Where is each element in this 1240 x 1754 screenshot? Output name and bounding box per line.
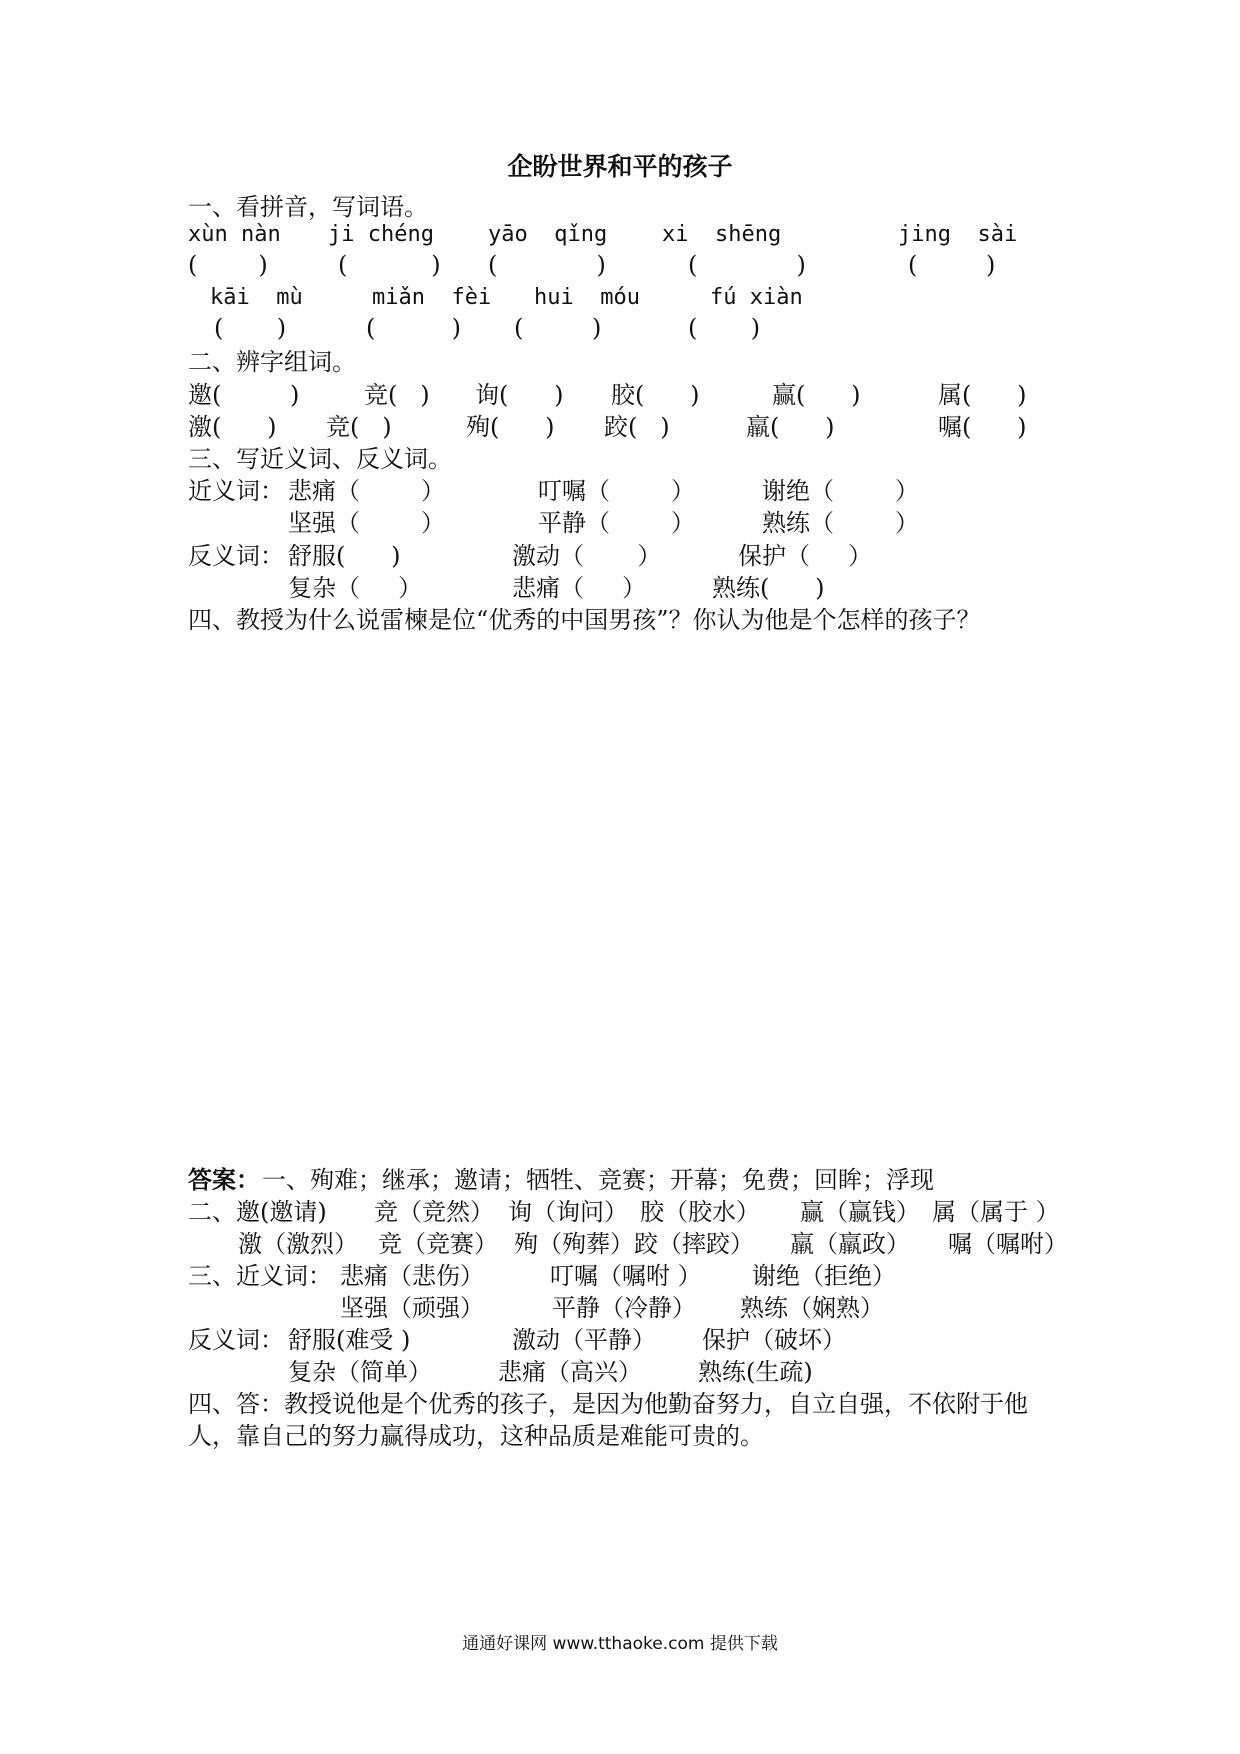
pinyin: hui móu: [534, 285, 640, 310]
pinyin: miǎn fèi: [372, 285, 492, 310]
answers-row-3: [0, 1228, 1240, 1260]
download-footer: 通通好课网 www.tthaoke.com 提供下载: [462, 1634, 778, 1654]
word-item: 赢( ): [772, 381, 861, 409]
word-item: 跤( ): [604, 413, 670, 441]
word-item: 竞( ): [364, 381, 430, 409]
word-item: 羸( ): [746, 413, 835, 441]
answer-item: 胶（胶水）: [640, 1198, 760, 1226]
answer-blank: ( ): [188, 251, 268, 279]
answer-item: 激动（平静）: [512, 1326, 656, 1354]
word-item: 询( ): [475, 381, 564, 409]
answer-item: 平静（冷静）: [552, 1294, 696, 1322]
q1-blank-row-2: [0, 312, 1240, 344]
q1-pinyin-row-1: [0, 219, 1240, 251]
answer-blank: ( ): [488, 251, 606, 279]
q3-synonym-row-2: [0, 507, 1240, 539]
answer-item: 属（属于 ）: [932, 1198, 1060, 1226]
word-item: 熟练（ ）: [762, 509, 920, 537]
pinyin: xùn nàn: [188, 222, 281, 247]
answer-item: 殉（殉葬）跤（摔跤）: [514, 1230, 754, 1258]
pinyin: kāi mù: [210, 285, 303, 310]
answers-label: 答案：: [188, 1165, 260, 1194]
answers-row-6: 反义词： 舒服(难受 ) 激动（平静） 保护（破坏）: [188, 1326, 846, 1354]
q1-heading: 一、看拼音，写词语。: [188, 193, 428, 221]
pinyin: fú xiàn: [710, 285, 803, 310]
answer-item: 嘱（嘱咐）: [948, 1230, 1068, 1258]
answer-blank: ( ): [908, 251, 996, 279]
answer-item: 熟练（娴熟）: [740, 1294, 884, 1322]
answers-row-2: 二、 邀(邀请) 竞（竞然） 询（询问） 胶（胶水） 赢（赢钱） 属（属于 ）: [188, 1198, 1060, 1226]
answer-item: 坚强（顽强）: [340, 1294, 484, 1322]
q3-synonym-row-1: [0, 475, 1240, 507]
word-item: 悲痛（ ）: [512, 574, 647, 602]
word-item: 激动（ ）: [512, 542, 662, 570]
word-item: 坚强（ ）: [288, 509, 446, 537]
answers-row-7: [0, 1356, 1240, 1388]
answer-blank: ( ): [366, 314, 462, 342]
q1-blank-row-1: [0, 249, 1240, 281]
q3-antonym-row-1: [0, 540, 1240, 572]
q2-heading: 二、辨字组词。: [188, 348, 356, 376]
answer-blank: ( ): [338, 251, 441, 279]
answer-item: 保护（破坏）: [702, 1326, 846, 1354]
q3-heading: 三、写近义词、反义词。: [188, 445, 452, 473]
word-item: 谢绝（ ）: [762, 477, 920, 505]
answers-q4-line-2: 人，靠自己的努力赢得成功，这种品质是难能可贵的。: [188, 1422, 764, 1450]
word-item: 邀( ): [188, 381, 300, 409]
synonym-label: 近义词：: [188, 477, 284, 505]
answer-item: 羸（羸政）: [790, 1230, 910, 1258]
word-item: 属( ): [938, 381, 1027, 409]
answer-item: 谢绝（拒绝）: [752, 1262, 896, 1290]
answer-blank: ( ): [688, 314, 761, 342]
word-item: 舒服( ): [288, 542, 401, 570]
pinyin: xi shēng: [662, 222, 782, 247]
answer-blank: ( ): [514, 314, 602, 342]
answer-blank: ( ): [688, 251, 806, 279]
word-item: 殉( ): [466, 413, 555, 441]
answer-item: 询（询问）: [508, 1198, 628, 1226]
answers-row-5: [0, 1292, 1240, 1324]
pinyin: yāo qǐng: [488, 222, 608, 247]
answer-blank: ( ): [214, 314, 287, 342]
q2-row-1: [0, 379, 1240, 411]
answer-item: 激（激烈）: [238, 1230, 358, 1258]
answers-row-4: 三、近义词： 悲痛（悲伤） 叮嘱（嘱咐 ） 谢绝（拒绝）: [188, 1262, 896, 1290]
pinyin: ji chéng: [328, 222, 434, 247]
antonym-label: 反义词：: [188, 542, 284, 570]
word-item: 熟练( ): [712, 574, 825, 602]
word-item: 胶( ): [611, 381, 700, 409]
word-item: 悲痛（ ）: [288, 477, 446, 505]
answer-item: 竞（竞然）: [374, 1198, 494, 1226]
answer-item: 悲痛（悲伤）: [340, 1262, 484, 1290]
answer-item: 悲痛（高兴）: [498, 1358, 642, 1386]
word-item: 叮嘱（ ）: [538, 477, 696, 505]
word-item: 竞( ): [326, 413, 392, 441]
answer-item: 熟练(生疏): [698, 1358, 813, 1386]
q1-pinyin-row-2: [0, 282, 1240, 314]
pinyin: jing sài: [898, 222, 1018, 247]
word-item: 嘱( ): [938, 413, 1027, 441]
answer-item: 竞（竞赛）: [378, 1230, 498, 1258]
q4-question: 四、教授为什么说雷楝是位“优秀的中国男孩”？你认为他是个怎样的孩子？: [188, 606, 981, 634]
answer-item: 叮嘱（嘱咐 ）: [550, 1262, 702, 1290]
page-title: 企盼世界和平的孩子: [507, 152, 733, 181]
answer-item: 赢（赢钱）: [800, 1198, 920, 1226]
q2-row-2: [0, 411, 1240, 443]
word-item: 复杂（ ）: [288, 574, 423, 602]
answers-q4-line-1: 四、答：教授说他是个优秀的孩子，是因为他勤奋努力，自立自强，不依附于他: [188, 1390, 1028, 1418]
answers-line-1: 答案： 一、殉难；继承；邀请；牺牲、竞赛；开幕；免费；回眸；浮现: [188, 1165, 934, 1194]
word-item: 保护（ ）: [738, 542, 873, 570]
answer-item: 复杂（简单）: [288, 1358, 432, 1386]
answer-item: 舒服(难受 ): [288, 1326, 411, 1354]
answer-item: 邀(邀请): [236, 1198, 327, 1226]
word-item: 激( ): [188, 413, 277, 441]
word-item: 平静（ ）: [538, 509, 696, 537]
q3-antonym-row-2: [0, 572, 1240, 604]
